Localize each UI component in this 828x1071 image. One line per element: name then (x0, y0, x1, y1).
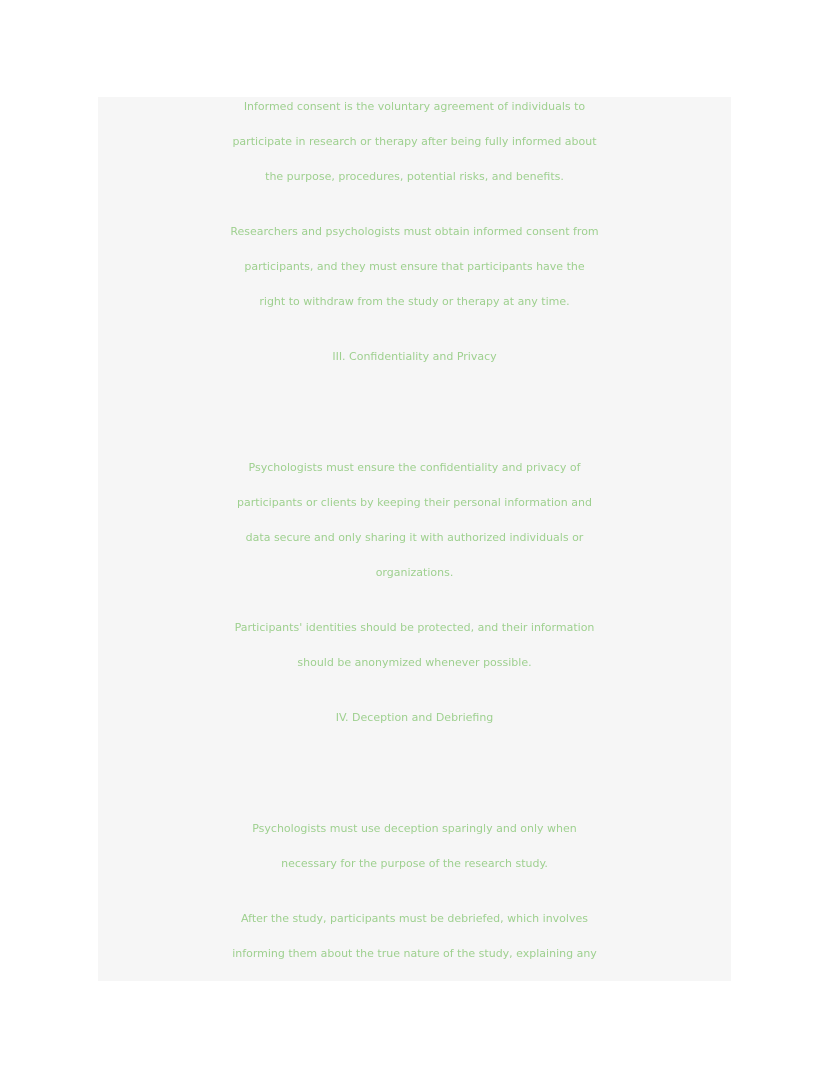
confidentiality-para2-line1: Participants' identities should be protected, and their information (234, 621, 595, 634)
deception-heading: IV. Deception and Debriefing (335, 711, 494, 724)
confidentiality-para2-line2: should be anonymized whenever possible. (297, 656, 532, 669)
confidentiality-heading: III. Confidentiality and Privacy (332, 350, 497, 363)
confidentiality-para1-line3: data secure and only sharing it with authorized individuals or (245, 531, 584, 544)
consent-para2-line2: participants, and they must ensure that participants have the (244, 260, 585, 273)
consent-para1-line3: the purpose, procedures, potential risks, and benefits. (265, 170, 564, 183)
confidentiality-para1-line4: organizations. (375, 566, 454, 579)
deception-para1-line1: Psychologists must use deception sparingly and only when (252, 822, 577, 835)
deception-para2-line1: After the study, participants must be debriefed, which involves (241, 912, 588, 925)
consent-para2-line1: Researchers and psychologists must obtain informed consent from (230, 225, 599, 238)
deception-para2-line2: informing them about the true nature of the study, explaining any (232, 947, 597, 960)
consent-para2-line3: right to withdraw from the study or therapy at any time. (259, 295, 570, 308)
document-page (98, 97, 731, 981)
consent-para1-line2: participate in research or therapy after being fully informed about (232, 135, 597, 148)
confidentiality-para1-line2: participants or clients by keeping their personal information and (237, 496, 592, 509)
confidentiality-para1-line1: Psychologists must ensure the confidentiality and privacy of (248, 461, 581, 474)
deception-para1-line2: necessary for the purpose of the research study. (281, 857, 548, 870)
consent-para1-line1: Informed consent is the voluntary agreement of individuals to (243, 100, 586, 113)
